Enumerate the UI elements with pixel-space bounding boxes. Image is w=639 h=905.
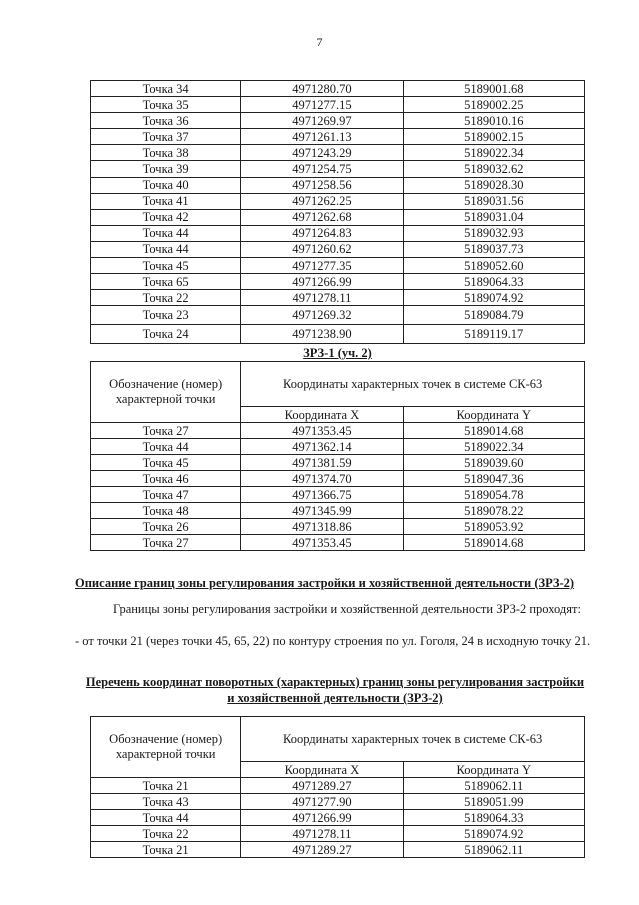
point-cell: Точка 47	[91, 487, 241, 503]
table-row	[91, 177, 585, 193]
x-coordinate-cell: 4971353.45	[241, 423, 403, 439]
x-coordinate-cell: 4971262.68	[241, 209, 403, 225]
coordinates-table-zrz1-part2	[90, 361, 585, 551]
x-coordinate-cell: 4971269.32	[241, 306, 403, 325]
x-coordinate-cell: 4971266.99	[241, 274, 403, 290]
x-coordinate-cell: 4971266.99	[241, 810, 403, 826]
point-cell: Точка 39	[91, 161, 241, 177]
y-coordinate-cell: 5189002.25	[403, 97, 584, 113]
table-row	[91, 145, 585, 161]
point-cell: Точка 24	[91, 325, 241, 344]
point-cell: Точка 27	[91, 535, 241, 551]
x-coordinate-cell: 4971243.29	[241, 145, 403, 161]
table-row	[91, 306, 585, 325]
y-coordinate-cell: 5189078.22	[403, 503, 584, 519]
x-coordinate-cell: 4971278.11	[241, 290, 403, 306]
zrz1-part2-title: ЗРЗ-1 (уч. 2)	[303, 346, 372, 360]
y-coordinate-cell: 5189022.34	[403, 439, 584, 455]
x-coordinate-cell: 4971278.11	[241, 826, 403, 842]
y-coordinate-cell: 5189084.79	[403, 306, 584, 325]
y-coordinate-cell: 5189002.15	[403, 129, 584, 145]
table-row	[91, 778, 585, 794]
table-row	[91, 258, 585, 274]
y-coordinate-cell: 5189022.34	[403, 145, 584, 161]
header-designation: Обозначение (номер) характерной точки	[91, 362, 241, 423]
point-cell: Точка 22	[91, 826, 241, 842]
point-cell: Точка 35	[91, 97, 241, 113]
y-coordinate-cell: 5189032.93	[403, 225, 584, 241]
x-coordinate-cell: 4971381.59	[241, 455, 403, 471]
header-x: Координата X	[241, 762, 403, 778]
table-row	[91, 225, 585, 241]
zrz2-description-heading: Описание границ зоны регулирования застройки и хозяйственной деятельности (ЗРЗ-2)	[75, 576, 575, 590]
x-coordinate-cell: 4971353.45	[241, 535, 403, 551]
table-row	[91, 794, 585, 810]
table-row	[91, 842, 585, 858]
zrz2-list-heading	[75, 674, 595, 706]
x-coordinate-cell: 4971289.27	[241, 778, 403, 794]
zrz2-paragraph-2: - от точки 21 (через точки 45, 65, 22) по контуру строения по ул. Гоголя, 24 в исходную точку 21.	[75, 634, 591, 648]
y-coordinate-cell: 5189031.04	[403, 209, 584, 225]
coordinates-table-zrz2	[90, 716, 585, 858]
point-cell: Точка 45	[91, 455, 241, 471]
x-coordinate-cell: 4971345.99	[241, 503, 403, 519]
x-coordinate-cell: 4971366.75	[241, 487, 403, 503]
x-coordinate-cell: 4971374.70	[241, 471, 403, 487]
table-row	[91, 81, 585, 97]
header-coordinates: Координаты характерных точек в системе СК-63	[241, 717, 585, 762]
point-cell: Точка 40	[91, 177, 241, 193]
table-row	[91, 471, 585, 487]
point-cell: Точка 22	[91, 290, 241, 306]
point-cell: Точка 36	[91, 113, 241, 129]
y-coordinate-cell: 5189054.78	[403, 487, 584, 503]
x-coordinate-cell: 4971362.14	[241, 439, 403, 455]
point-cell: Точка 48	[91, 503, 241, 519]
x-coordinate-cell: 4971269.97	[241, 113, 403, 129]
y-coordinate-cell: 5189014.68	[403, 535, 584, 551]
point-cell: Точка 42	[91, 209, 241, 225]
point-cell: Точка 34	[91, 81, 241, 97]
y-coordinate-cell: 5189074.92	[403, 290, 584, 306]
table-row	[91, 503, 585, 519]
header-x: Координата X	[241, 407, 403, 423]
y-coordinate-cell: 5189010.16	[403, 113, 584, 129]
table-row	[91, 487, 585, 503]
y-coordinate-cell: 5189037.73	[403, 241, 584, 257]
y-coordinate-cell: 5189001.68	[403, 81, 584, 97]
table-row	[91, 290, 585, 306]
y-coordinate-cell: 5189119.17	[403, 325, 584, 344]
point-cell: Точка 41	[91, 193, 241, 209]
table-row	[91, 535, 585, 551]
table-row	[91, 325, 585, 344]
y-coordinate-cell: 5189047.36	[403, 471, 584, 487]
point-cell: Точка 46	[91, 471, 241, 487]
table-row	[91, 241, 585, 257]
page-number: 7	[316, 35, 323, 49]
table-row	[91, 129, 585, 145]
header-y: Координата Y	[403, 407, 584, 423]
x-coordinate-cell: 4971262.25	[241, 193, 403, 209]
point-cell: Точка 44	[91, 439, 241, 455]
zrz2-list-heading-line1: Перечень координат поворотных (характерных) границ зоны регулирования застройки	[85, 675, 585, 689]
table-row	[91, 810, 585, 826]
table-row	[91, 113, 585, 129]
y-coordinate-cell: 5189062.11	[403, 842, 584, 858]
header-designation: Обозначение (номер) характерной точки	[91, 717, 241, 778]
x-coordinate-cell: 4971258.56	[241, 177, 403, 193]
y-coordinate-cell: 5189064.33	[403, 274, 584, 290]
table-row	[91, 274, 585, 290]
point-cell: Точка 21	[91, 842, 241, 858]
point-cell: Точка 44	[91, 810, 241, 826]
y-coordinate-cell: 5189014.68	[403, 423, 584, 439]
y-coordinate-cell: 5189039.60	[403, 455, 584, 471]
table-row	[91, 439, 585, 455]
table-row	[91, 455, 585, 471]
x-coordinate-cell: 4971261.13	[241, 129, 403, 145]
x-coordinate-cell: 4971238.90	[241, 325, 403, 344]
y-coordinate-cell: 5189032.62	[403, 161, 584, 177]
point-cell: Точка 26	[91, 519, 241, 535]
coordinates-table-zrz1-part1	[90, 80, 585, 344]
x-coordinate-cell: 4971277.90	[241, 794, 403, 810]
table-row	[91, 97, 585, 113]
y-coordinate-cell: 5189064.33	[403, 810, 584, 826]
x-coordinate-cell: 4971280.70	[241, 81, 403, 97]
point-cell: Точка 38	[91, 145, 241, 161]
zrz2-paragraph-1: Границы зоны регулирования застройки и хозяйственной деятельности ЗРЗ-2 проходят:	[113, 602, 581, 616]
table-row	[91, 826, 585, 842]
y-coordinate-cell: 5189074.92	[403, 826, 584, 842]
zrz2-list-heading-line2: и хозяйственной деятельности (ЗРЗ-2)	[227, 691, 443, 705]
y-coordinate-cell: 5189028.30	[403, 177, 584, 193]
table-row	[91, 209, 585, 225]
point-cell: Точка 45	[91, 258, 241, 274]
point-cell: Точка 27	[91, 423, 241, 439]
point-cell: Точка 43	[91, 794, 241, 810]
point-cell: Точка 65	[91, 274, 241, 290]
point-cell: Точка 21	[91, 778, 241, 794]
table-row	[91, 193, 585, 209]
x-coordinate-cell: 4971260.62	[241, 241, 403, 257]
point-cell: Точка 44	[91, 241, 241, 257]
header-coordinates: Координаты характерных точек в системе СК-63	[241, 362, 585, 407]
x-coordinate-cell: 4971277.15	[241, 97, 403, 113]
point-cell: Точка 44	[91, 225, 241, 241]
point-cell: Точка 23	[91, 306, 241, 325]
y-coordinate-cell: 5189052.60	[403, 258, 584, 274]
table-row	[91, 161, 585, 177]
y-coordinate-cell: 5189051.99	[403, 794, 584, 810]
y-coordinate-cell: 5189053.92	[403, 519, 584, 535]
y-coordinate-cell: 5189062.11	[403, 778, 584, 794]
x-coordinate-cell: 4971289.27	[241, 842, 403, 858]
table-row	[91, 519, 585, 535]
point-cell: Точка 37	[91, 129, 241, 145]
table-row	[91, 423, 585, 439]
y-coordinate-cell: 5189031.56	[403, 193, 584, 209]
x-coordinate-cell: 4971254.75	[241, 161, 403, 177]
x-coordinate-cell: 4971264.83	[241, 225, 403, 241]
header-y: Координата Y	[403, 762, 584, 778]
x-coordinate-cell: 4971318.86	[241, 519, 403, 535]
x-coordinate-cell: 4971277.35	[241, 258, 403, 274]
